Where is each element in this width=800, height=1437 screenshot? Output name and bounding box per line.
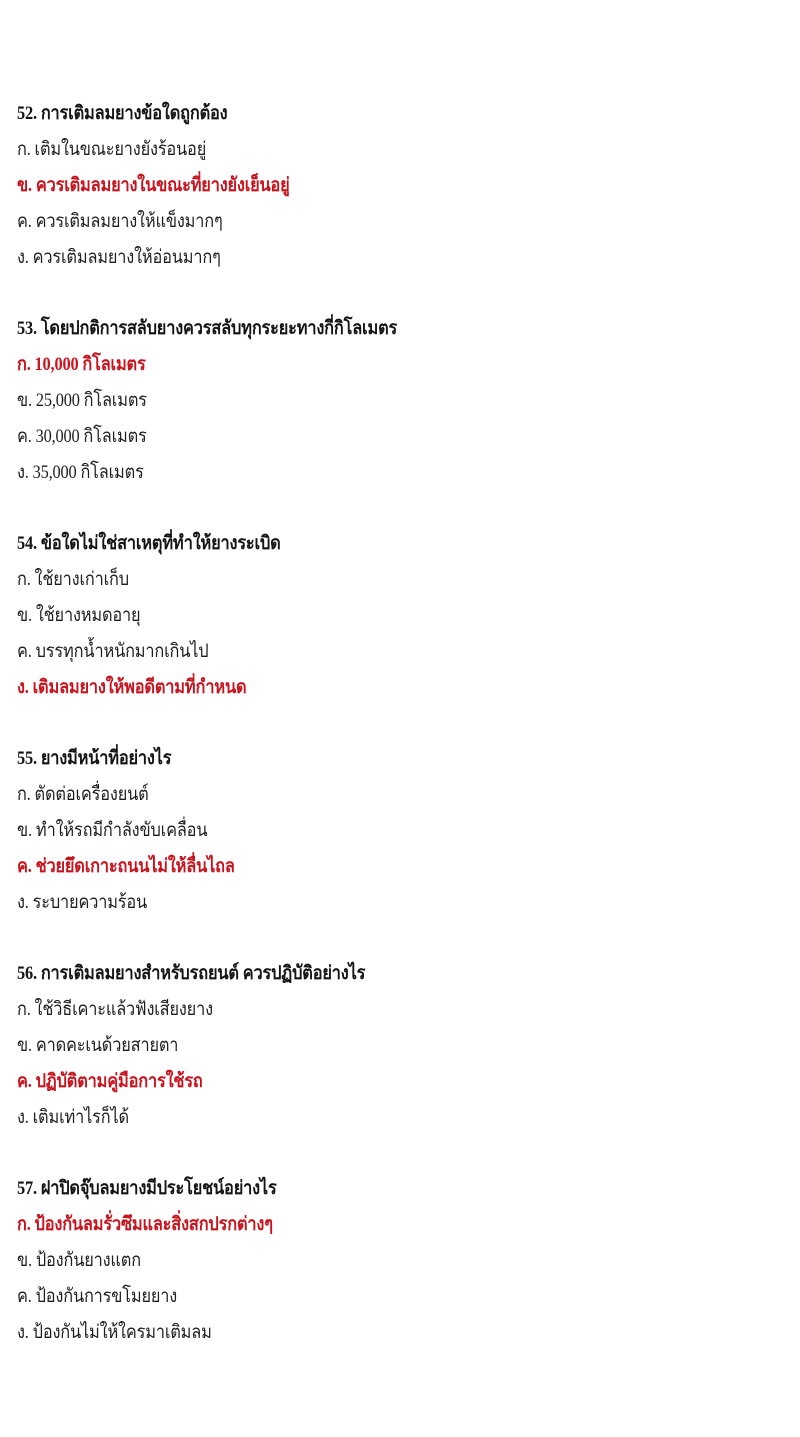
question-title: 53. โดยปกติการสลับยางควรสลับทุกระยะทางกี่กิโลเมตร <box>17 318 398 339</box>
choice-b: ข. ทำให้รถมีกำลังขับเคลื่อน <box>17 820 208 841</box>
choice-b: ข. 25,000 กิโลเมตร <box>17 390 147 411</box>
choice-c: ค. บรรทุกน้ำหนักมากเกินไป <box>17 641 209 662</box>
question-title: 54. ข้อใดไม่ใช่สาเหตุที่ทำให้ยางระเบิด <box>17 533 281 554</box>
choice-a: ก. ตัดต่อเครื่องยนต์ <box>17 784 149 805</box>
choice-b: ข. ใช้ยางหมดอายุ <box>17 605 141 626</box>
choice-a: ก. เติมในขณะยางยังร้อนอยู่ <box>17 139 207 160</box>
choice-d-correct: ง. เติมลมยางให้พอดีตามที่กำหนด <box>17 677 247 698</box>
choice-b-correct: ข. ควรเติมลมยางในขณะที่ยางยังเย็นอยู่ <box>17 175 290 196</box>
choice-a: ก. ใช้วิธีเคาะแล้วฟังเสียงยาง <box>17 999 213 1020</box>
choice-c: ค. ควรเติมลมยางให้แข็งมากๆ <box>17 211 223 232</box>
question-title: 55. ยางมีหน้าที่อย่างไร <box>17 748 172 769</box>
choice-d: ง. ป้องกันไม่ให้ใครมาเติมลม <box>17 1322 212 1343</box>
choice-c: ค. ป้องกันการขโมยยาง <box>17 1286 178 1307</box>
question-53 <box>17 311 777 491</box>
question-52 <box>17 96 777 276</box>
choice-d: ง. เติมเท่าไรก็ได้ <box>17 1107 129 1128</box>
choice-d: ง. ควรเติมลมยางให้อ่อนมากๆ <box>17 247 221 268</box>
choice-a: ก. ใช้ยางเก่าเก็บ <box>17 569 129 590</box>
quiz-document <box>17 96 777 1386</box>
question-title: 56. การเติมลมยางสำหรับรถยนต์ ควรปฏิบัติอย่างไร <box>17 963 366 984</box>
question-55 <box>17 741 777 921</box>
choice-c-correct: ค. ปฏิบัติตามคู่มือการใช้รถ <box>17 1071 203 1092</box>
question-57 <box>17 1171 777 1351</box>
choice-c-correct: ค. ช่วยยึดเกาะถนนไม่ให้ลื่นไถล <box>17 856 235 877</box>
question-title: 52. การเติมลมยางข้อใดถูกต้อง <box>17 103 228 124</box>
choice-a-correct: ก. ป้องกันลมรั่วซึมและสิ่งสกปรกต่างๆ <box>17 1214 273 1235</box>
question-54 <box>17 526 777 706</box>
question-title: 57. ฝาปิดจุ๊บลมยางมีประโยชน์อย่างไร <box>17 1178 277 1199</box>
choice-d: ง. 35,000 กิโลเมตร <box>17 462 144 483</box>
choice-a-correct: ก. 10,000 กิโลเมตร <box>17 354 146 375</box>
choice-b: ข. ป้องกันยางแตก <box>17 1250 141 1271</box>
question-56 <box>17 956 777 1136</box>
choice-d: ง. ระบายความร้อน <box>17 892 148 913</box>
choice-b: ข. คาดคะเนด้วยสายตา <box>17 1035 179 1056</box>
choice-c: ค. 30,000 กิโลเมตร <box>17 426 147 447</box>
